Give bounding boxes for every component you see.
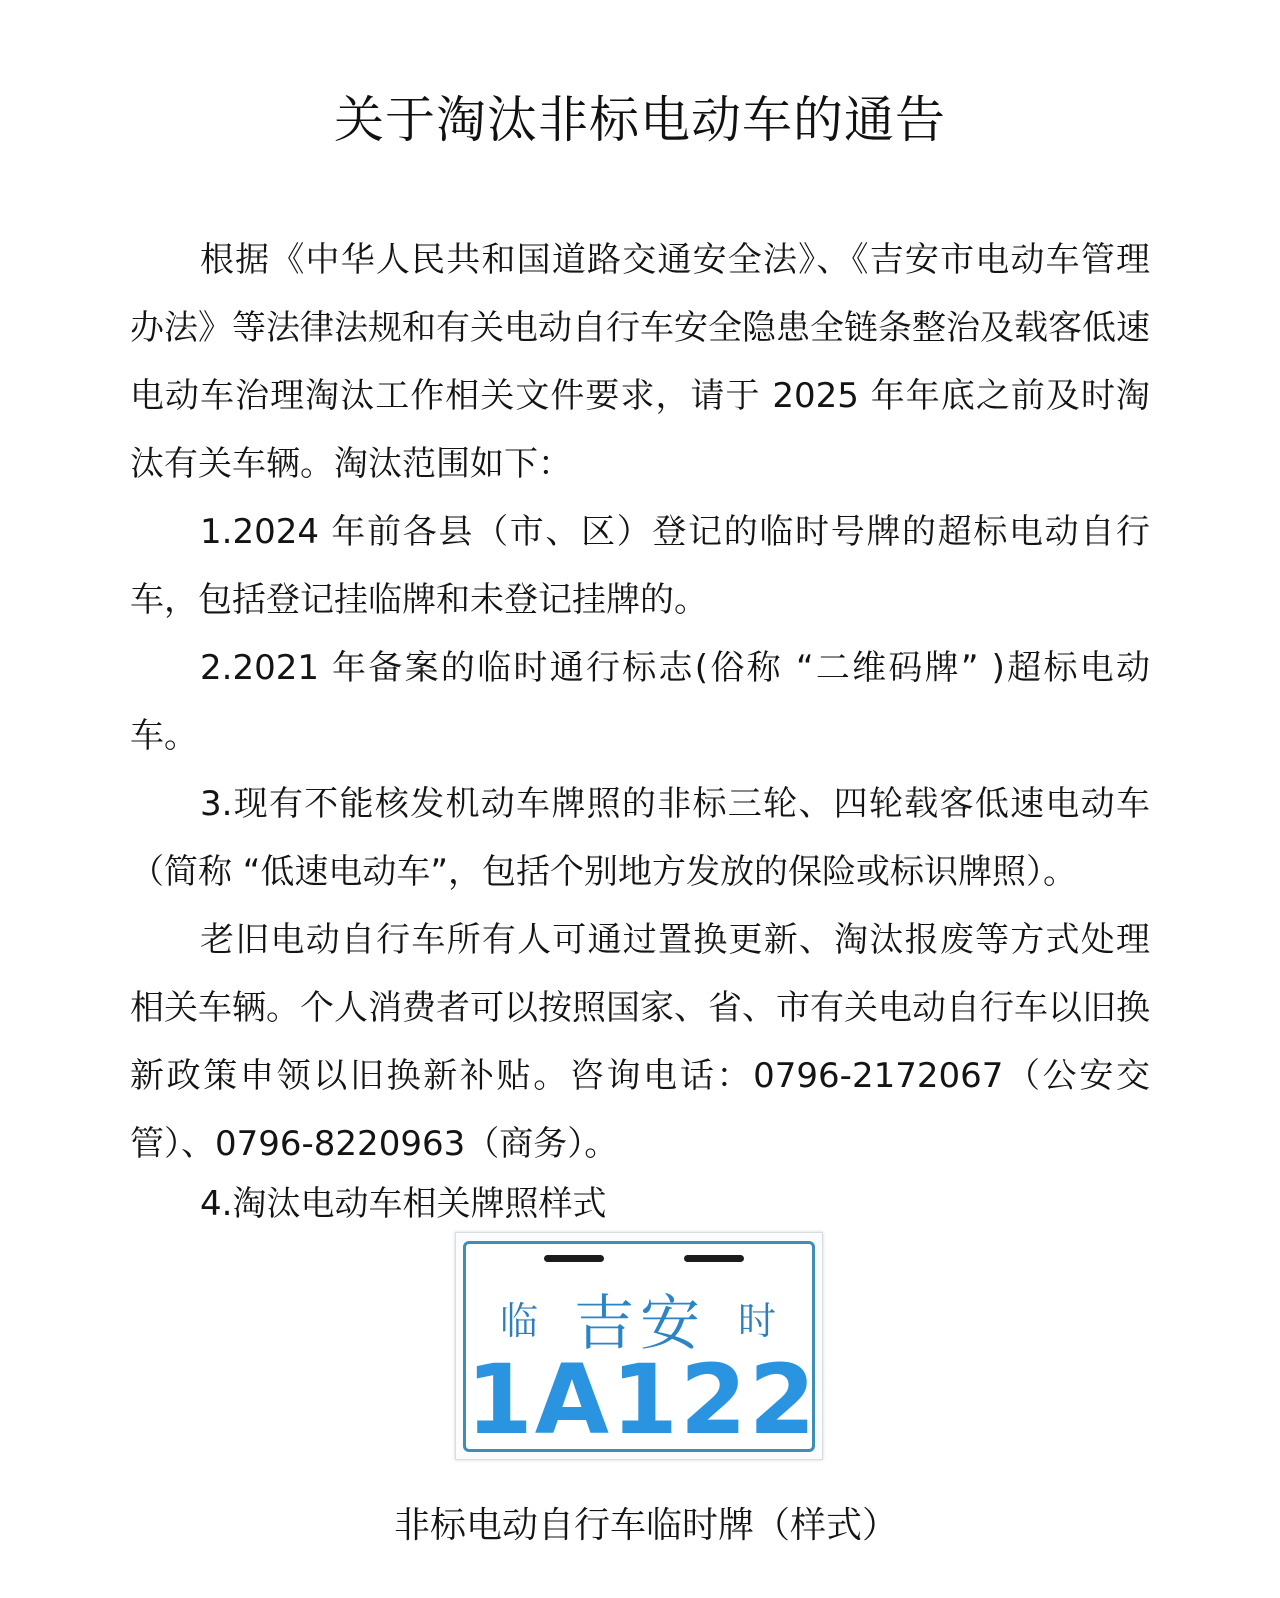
mounting-slot-icon: [684, 1255, 744, 1262]
paragraph-item-3: 3.现有不能核发机动车牌照的非标三轮、四轮载客低速电动车（简称 “低速电动车”，包括个别地方发放的保险或标识牌照）。: [130, 784, 1150, 892]
paragraph-item-2: 2.2021 年备案的临时通行标志(俗称 “二维码牌” )超标电动车。: [130, 648, 1150, 756]
plate-temp-char: 临: [500, 1299, 539, 1343]
plate-time-char: 时: [738, 1299, 777, 1343]
plate-number: 1A122: [466, 1344, 818, 1456]
item-4-paragraph: [130, 1170, 1150, 1238]
item-3-paragraph: [130, 770, 1150, 906]
plate-caption: 非标电动自行车临时牌（样式）: [393, 1505, 898, 1546]
mounting-slot-icon: [544, 1255, 604, 1262]
license-plate-image: [455, 1232, 823, 1460]
item-1-paragraph: [130, 498, 1150, 634]
intro-paragraph: [130, 226, 1150, 498]
disposal-paragraph: [130, 906, 1150, 1178]
plate-header: [466, 1276, 812, 1359]
item-2-paragraph: [130, 634, 1150, 770]
notice-title: 关于淘汰非标电动车的通告: [334, 91, 946, 149]
paragraph-intro: 根据《中华人民共和国道路交通安全法》、《吉安市电动车管理办法》等法律法规和有关电动自行车安全隐患全链条整治及载客低速电动车治理淘汰工作相关文件要求，请于 2025 年年底之前及时淘汰有关车辆。淘汰范围如下：: [130, 240, 1150, 484]
plate-city: 吉安: [574, 1289, 706, 1359]
paragraph-disposal: 老旧电动自行车所有人可通过置换更新、淘汰报废等方式处理相关车辆。个人消费者可以按照国家、省、市有关电动自行车以旧换新政策申领以旧换新补贴。咨询电话：0796-2172067（公安交管）、0796-8220963（商务）。: [130, 920, 1150, 1164]
license-plate: [463, 1241, 818, 1456]
paragraph-item-4: 4.淘汰电动车相关牌照样式: [200, 1184, 607, 1224]
paragraph-item-1: 1.2024 年前各县（市、区）登记的临时号牌的超标电动自行车，包括登记挂临牌和未登记挂牌的。: [130, 512, 1150, 620]
